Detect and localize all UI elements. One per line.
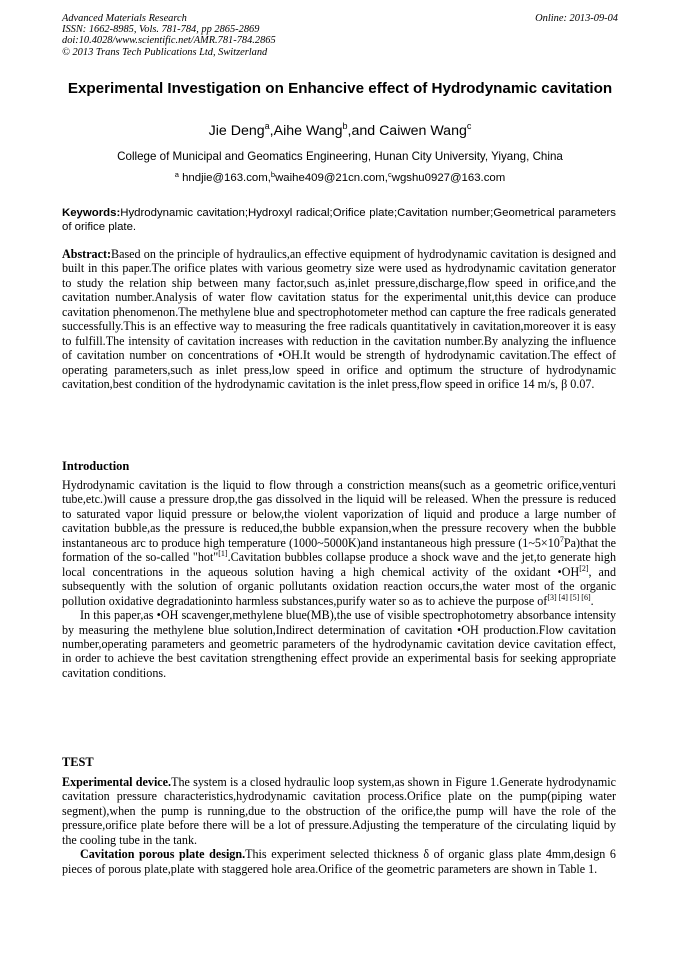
keywords-label: Keywords: bbox=[62, 207, 121, 219]
doi-line: doi:10.4028/www.scientific.net/AMR.781-784.2865 bbox=[62, 35, 276, 47]
author-separator: ,and bbox=[347, 123, 380, 139]
author-name: Aihe Wang bbox=[273, 123, 343, 139]
test-body bbox=[62, 775, 616, 876]
author-separator: , bbox=[269, 123, 274, 139]
keywords bbox=[62, 206, 616, 234]
section-heading-test: TEST bbox=[62, 755, 94, 769]
paragraph bbox=[62, 847, 616, 876]
text-run: This experiment selected thickness δ of organic glass plate 4mm,design 6 pieces of porous plate,plate with staggered hole area.Orifice of the geometric parameters are shown in Table 1. bbox=[62, 847, 616, 876]
author-name: Caiwen Wang bbox=[379, 123, 467, 139]
abstract-text: Based on the principle of hydraulics,an effective equipment of hydrodynamic cavitation is designed and built in this paper.The orifice plates with various geometry size were used as hydrodynamic cavitation generator to study the relation ship between many factor,such as,inlet pressure,discharge,flow speed in orifice,and the cavitation number.Analysis of water flow cavitation status for the experimental unit,this device can produce cavitation phenomenon.The methylene blue and spectrophotometer method can capture the free radicals generated successfully.This is an effective way to measuring the free radicals quantitatively in cavitation,moreover it is easy to fulfill.The intensity of cavitation increases with reduction in the cavitation number.By analyzing the influence of cavitation number on concentrations of •OH.It would be strength of hydrodynamic cavitation.The effect of operating parameters,such as inlet press,low speed in orifice and optimum the structure of hydrodynamic cavitation,best condition of the hydrodynamic cavitation is the inlet press,flow speed in orifice 14 m/s, β 0.07. bbox=[62, 247, 616, 392]
exponent: 7 bbox=[559, 534, 564, 544]
citation: [2] bbox=[579, 563, 589, 573]
author-mark: b bbox=[342, 121, 348, 131]
email-mark: b bbox=[270, 170, 276, 179]
email-address: hndjie@163.com, bbox=[178, 172, 271, 184]
paragraph: In this paper,as •OH scavenger,methylene blue(MB),the use of visible spectrophotometry absorbance intensity by measuring the methylene blue solution,Indirect determination of cavitation •OH production.Flow cavitation number,operating parameters and geometric parameters of the hydrodynamic cavitation device cavitation effect, in order to achieve the best cavitation strengthening effect provide an experimental basis for seeking appropriate cavitation conditions. bbox=[62, 608, 616, 680]
author-name: Jie Deng bbox=[208, 123, 265, 139]
email-mark: c bbox=[387, 170, 392, 179]
paragraph bbox=[62, 775, 616, 847]
abstract-label: Abstract: bbox=[62, 247, 112, 261]
journal-header bbox=[62, 13, 618, 58]
author-list bbox=[62, 122, 618, 140]
online-date: Online: 2013-09-04 bbox=[535, 13, 618, 24]
introduction-body bbox=[62, 478, 616, 680]
abstract bbox=[62, 247, 616, 392]
subheading-experimental-device: Experimental device. bbox=[62, 775, 172, 789]
paper-title: Experimental Investigation on Enhancive effect of Hydrodynamic cavitation bbox=[67, 80, 613, 97]
author-mark: c bbox=[466, 121, 472, 131]
email-address: wgshu0927@163.com bbox=[391, 172, 506, 184]
section-heading-introduction: Introduction bbox=[62, 459, 130, 473]
text-run: Pa)that the formation of the so-called "hot" bbox=[62, 535, 617, 565]
email-list bbox=[62, 171, 618, 185]
copyright-line: © 2013 Trans Tech Publications Ltd, Switzerland bbox=[62, 46, 268, 58]
citation: [3] [4] [5] [6] bbox=[547, 592, 591, 602]
keywords-text: Hydrodynamic cavitation;Hydroxyl radical;Orifice plate;Cavitation number;Geometrical parameters of orifice plate. bbox=[62, 207, 616, 234]
email-mark: a bbox=[174, 170, 179, 179]
journal-name: Advanced Materials Research bbox=[62, 13, 187, 24]
affiliation: College of Municipal and Geomatics Engineering, Hunan City University, Yiyang, China bbox=[117, 150, 563, 163]
text-run: .Cavitation bubbles collapse produce a shock wave and the jet,to generate high local concentrations in the aqueous solution having a high chemical activity of the oxidant •OH bbox=[62, 550, 616, 579]
text-run: , and subsequently with the solution of organic pollutants oxidation reaction occurs,the water most of the organic pollution oxidative degradationinto harmless substances,purify water so as to achieve the purpose of bbox=[62, 564, 616, 608]
text-run: The system is a closed hydraulic loop system,as shown in Figure 1.Generate hydrodynamic cavitation pressure characteristics,hydrodynamic cavitation process.Orifice plate on the pump(piping water segment),when the pump is running,due to the obstruction of the orifice,the pump will have the role of the pressure,orifice plate before there will be a lot of pressure.Adjusting the temperature of the circulating liquid by the cooling tube in the tank. bbox=[62, 775, 616, 847]
text-run: Hydrodynamic cavitation is the liquid to flow through a constriction means(such as a geometric orifice,venturi tube,etc.)will cause a pressure drop,the gas dissolved in the liquid will be released. When the pressure is reduced to saturated vapor liquid pressure or below,the violent vaporization of liquid and produce a large number of cavitation bubble,as the pressure is reduced,the bubble expansion,when the pressure recovery when the bubble instantaneous arc to produce high temperature (1000~5000K)and instantaneous high pressure (1~5×10 bbox=[62, 478, 616, 550]
email-address: waihe409@21cn.com, bbox=[275, 172, 388, 184]
citation: [1] bbox=[218, 549, 228, 559]
issn-line: ISSN: 1662-8985, Vols. 781-784, pp 2865-2869 bbox=[62, 24, 260, 36]
author-mark: a bbox=[264, 121, 270, 131]
text-run: . bbox=[590, 593, 594, 608]
paragraph bbox=[62, 478, 616, 608]
subheading-porous-plate: Cavitation porous plate design. bbox=[80, 847, 246, 862]
